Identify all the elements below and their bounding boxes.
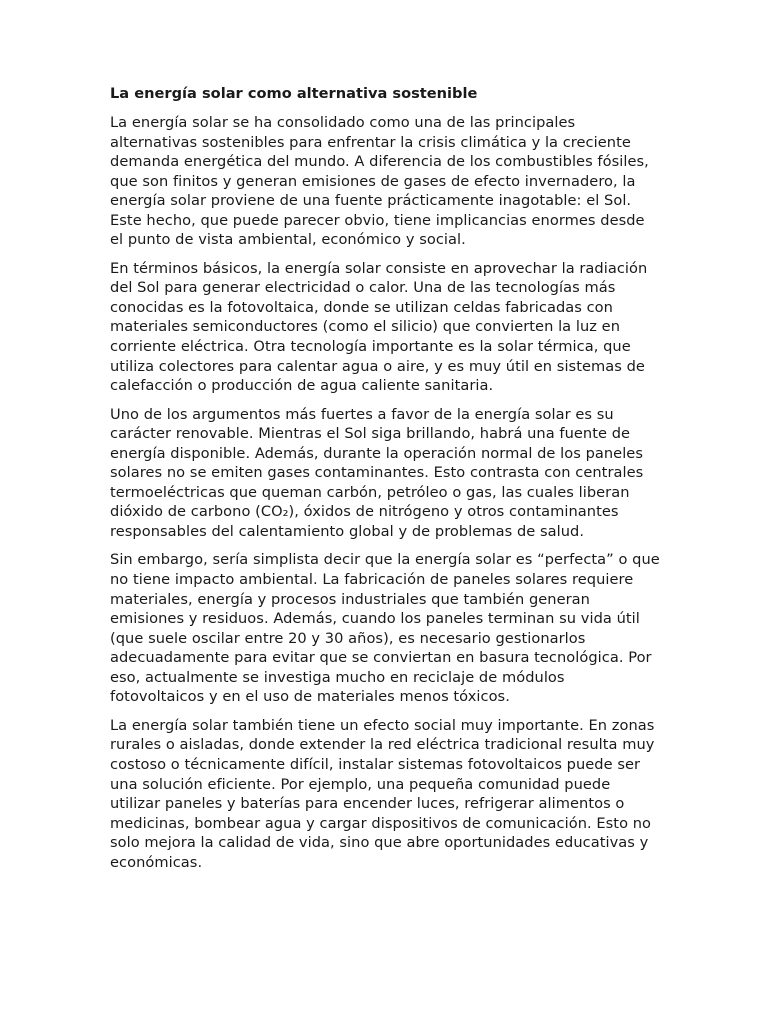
paragraph-1: La energía solar se ha consolidado como una de las principales alternativas sostenibles para enfrentar la crisis climática y la creciente demanda energética del mundo. A diferencia de los combustibles fósiles, que son finitos y generan emisiones de gases de efecto invernadero, la energía solar proviene de una fuente prácticamente inagotable: el Sol. Este hecho, que puede parecer obvio, tiene implicancias enormes desde el punto de vista ambiental, económico y social. — [110, 114, 649, 249]
document-title: La energía solar como alternativa sostenible — [110, 85, 478, 102]
document-page — [110, 84, 662, 881]
paragraph-3: Uno de los argumentos más fuertes a favor de la energía solar es su carácter renovable. Mientras el Sol siga brillando, habrá una fuente de energía disponible. Además, durante la operación normal de los paneles solares no se emiten gases contaminantes. Esto contrasta con centrales termoeléctricas que queman carbón, petróleo o gas, las cuales liberan dióxido de carbono (CO₂), óxidos de nitrógeno y otros contaminantes responsables del calentamiento global y de problemas de salud. — [110, 405, 644, 540]
paragraph-5: La energía solar también tiene un efecto social muy importante. En zonas rurales o aisladas, donde extender la red eléctrica tradicional resulta muy costoso o técnicamente difícil, instalar sistemas fotovoltaicos puede ser una solución eficiente. Por ejemplo, una pequeña comunidad puede utilizar paneles y baterías para encender luces, refrigerar alimentos o medicinas, bombear agua y cargar dispositivos de comunicación. Esto no solo mejora la calidad de vida, sino que abre oportunidades educativas y económicas. — [110, 716, 655, 871]
paragraph-4: Sin embargo, sería simplista decir que la energía solar es “perfecta” o que no tiene impacto ambiental. La fabricación de paneles solares requiere materiales, energía y procesos industriales que también generan emisiones y residuos. Además, cuando los paneles terminan su vida útil (que suele oscilar entre 20 y 30 años), es necesario gestionarlos adecuadamente para evitar que se conviertan en basura tecnológica. Por eso, actualmente se investiga mucho en reciclaje de módulos fotovoltaicos y en el uso de materiales menos tóxicos. — [110, 551, 660, 706]
paragraph-2: En términos básicos, la energía solar consiste en aprovechar la radiación del Sol para generar electricidad o calor. Una de las tecnologías más conocidas es la fotovoltaica, donde se utilizan celdas fabricadas con materiales semiconductores (como el silicio) que convierten la luz en corriente eléctrica. Otra tecnología importante es la solar térmica, que utiliza colectores para calentar agua o aire, y es muy útil en sistemas de calefacción o producción de agua caliente sanitaria. — [110, 259, 648, 395]
